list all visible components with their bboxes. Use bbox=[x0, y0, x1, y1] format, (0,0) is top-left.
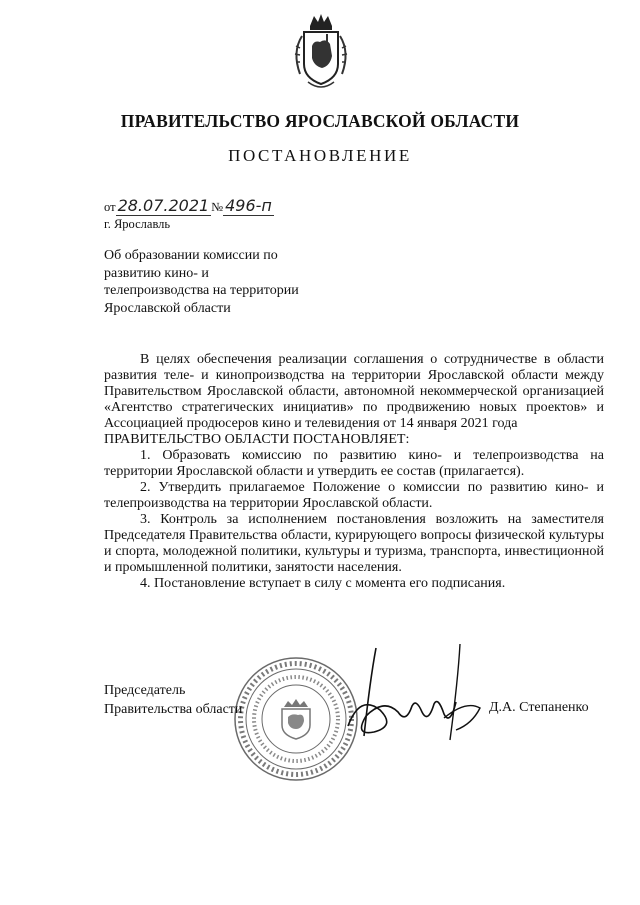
document-date-number bbox=[104, 196, 274, 215]
signer-position-line: Правительства области bbox=[104, 702, 243, 717]
number-prefix: № bbox=[211, 200, 224, 214]
subject-line: Ярославской области bbox=[104, 300, 231, 316]
document-type: ПОСТАНОВЛЕНИЕ bbox=[228, 146, 412, 165]
document-date: 28.07.2021 bbox=[117, 196, 210, 215]
date-prefix: от bbox=[104, 200, 116, 214]
signer-name: Д.А. Степаненко bbox=[489, 700, 589, 715]
document-number: 496-п bbox=[225, 196, 272, 215]
coat-of-arms-icon bbox=[286, 12, 356, 94]
government-title: ПРАВИТЕЛЬСТВО ЯРОСЛАВСКОЙ ОБЛАСТИ bbox=[120, 111, 520, 131]
document-city: г. Ярославль bbox=[104, 217, 171, 231]
decree-item: 4. Постановление вступает в силу с момента его подписания. bbox=[140, 576, 506, 591]
document-subject bbox=[104, 247, 364, 317]
document-body bbox=[104, 352, 604, 592]
decree-item: 3. Контроль за исполнением постановления возложить на заместителя Председателя Правительства области, курирующего вопросы физической культуры и спорта, молодежной политики, культуры и туризма, транспорта, инвестиционной и промышленной политики, занятости населения. bbox=[104, 512, 604, 575]
decree-heading: ПРАВИТЕЛЬСТВО ОБЛАСТИ ПОСТАНОВЛЯЕТ: bbox=[104, 432, 410, 447]
subject-line: Об образовании комиссии по bbox=[104, 248, 278, 263]
signer-position bbox=[104, 681, 242, 719]
subject-line: развитию кино- и bbox=[104, 265, 209, 281]
subject-line: телепроизводства на территории bbox=[104, 283, 299, 298]
decree-item: 1. Образовать комиссию по развитию кино- и телепроизводства на территории Ярославской области и утвердить ее состав (прилагается). bbox=[104, 448, 604, 479]
decree-item: 2. Утвердить прилагаемое Положение о комиссии по развитию кино- и телепроизводства на территории Ярославской области. bbox=[104, 480, 604, 511]
handwritten-signature-icon bbox=[340, 640, 490, 752]
preamble: В целях обеспечения реализации соглашения о сотрудничестве в области развития теле- и кинопроизводства на территории Ярославской области между Правительством Ярославской области, автономной некоммерческой организацией «Агентство стратегических инициатив» по продвижению новых проектов» и Ассоциацией продюсеров кино и телевидения от 14 января 2021 года bbox=[104, 352, 604, 431]
signer-position-line: Председатель bbox=[104, 683, 186, 698]
